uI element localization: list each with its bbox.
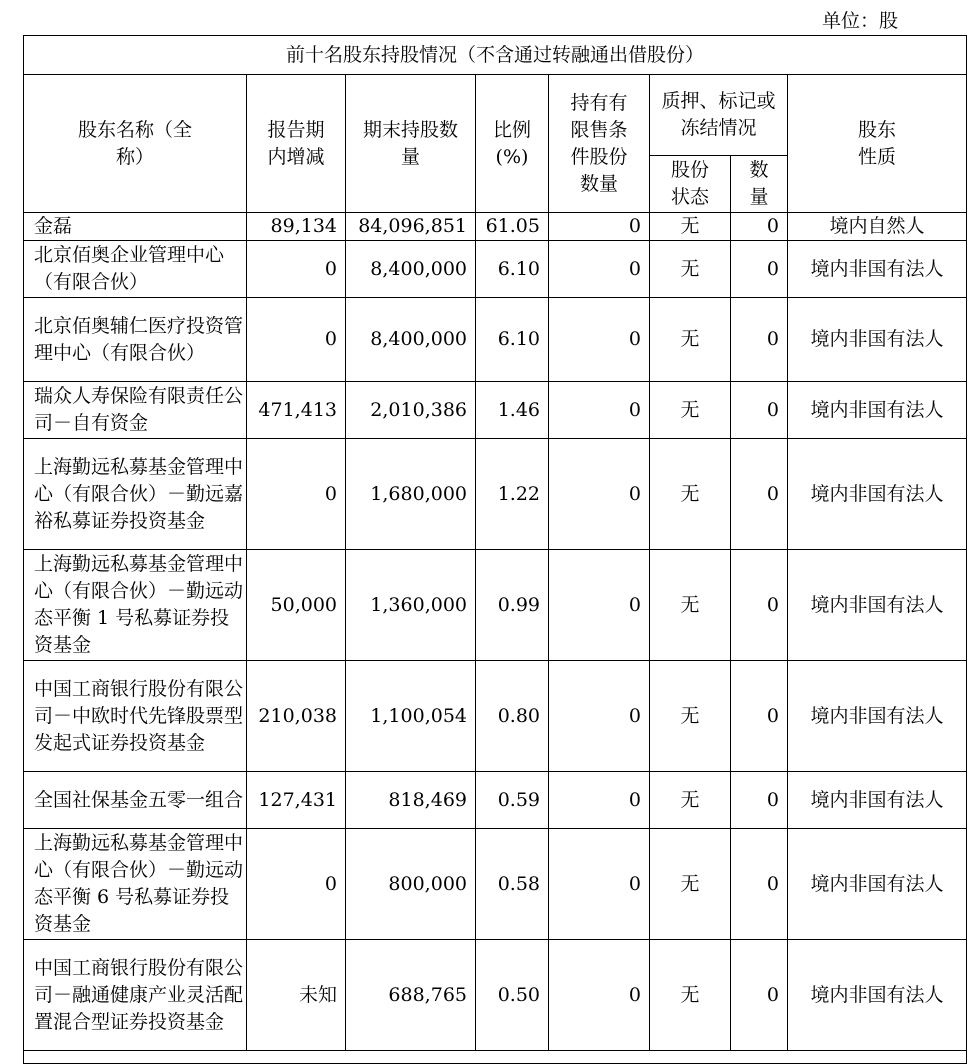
cell-nature: 境内非国有法人 bbox=[788, 940, 967, 1051]
cell-shares: 8,400,000 bbox=[346, 298, 476, 382]
cell-name: 上海勤远私募基金管理中心（有限合伙）－勤远嘉裕私募证券投资基金 bbox=[24, 439, 247, 550]
unit-label: 单位：股 bbox=[822, 10, 899, 32]
cell-ratio: 0.58 bbox=[476, 829, 549, 940]
cell-name: 中国工商银行股份有限公司－中欧时代先锋股票型发起式证券投资基金 bbox=[24, 661, 247, 772]
cell-shares: 1,100,054 bbox=[346, 661, 476, 772]
cell-change: 127,431 bbox=[247, 772, 346, 829]
cell-ratio: 1.22 bbox=[476, 439, 549, 550]
cell-change: 未知 bbox=[247, 940, 346, 1051]
cell-nature: 境内非国有法人 bbox=[788, 772, 967, 829]
cell-nature: 境内非国有法人 bbox=[788, 661, 967, 772]
cell-name: 瑞众人寿保险有限责任公司－自有资金 bbox=[24, 382, 247, 439]
cell-restricted: 0 bbox=[549, 298, 650, 382]
header-change: 报告期内增减 bbox=[247, 75, 346, 213]
cell-ratio: 0.99 bbox=[476, 550, 549, 661]
cell-restricted: 0 bbox=[549, 829, 650, 940]
header-nature: 股东性质 bbox=[788, 75, 967, 213]
header-name: 股东名称（全称） bbox=[24, 75, 247, 213]
table-row bbox=[24, 298, 967, 382]
cell-status: 无 bbox=[650, 298, 731, 382]
cell-qty: 0 bbox=[731, 772, 788, 829]
cell-qty: 0 bbox=[731, 661, 788, 772]
table-row bbox=[24, 550, 967, 661]
cell-change: 471,413 bbox=[247, 382, 346, 439]
cell-shares: 1,680,000 bbox=[346, 439, 476, 550]
cell-qty: 0 bbox=[731, 298, 788, 382]
header-shares: 期末持股数量 bbox=[346, 75, 476, 213]
cell-shares: 2,010,386 bbox=[346, 382, 476, 439]
cell-shares: 8,400,000 bbox=[346, 241, 476, 298]
cell-nature: 境内自然人 bbox=[788, 213, 967, 241]
cell-ratio: 0.80 bbox=[476, 661, 549, 772]
cell-status: 无 bbox=[650, 213, 731, 241]
cell-restricted: 0 bbox=[549, 439, 650, 550]
table-row bbox=[24, 940, 967, 1051]
cell-status: 无 bbox=[650, 772, 731, 829]
table-row bbox=[24, 382, 967, 439]
cell-restricted: 0 bbox=[549, 241, 650, 298]
cell-restricted: 0 bbox=[549, 772, 650, 829]
header-row-1 bbox=[24, 75, 967, 156]
header-ratio: 比例(%) bbox=[476, 75, 549, 213]
cell-shares: 688,765 bbox=[346, 940, 476, 1051]
cell-nature: 境内非国有法人 bbox=[788, 382, 967, 439]
cell-change: 50,000 bbox=[247, 550, 346, 661]
cell-restricted: 0 bbox=[549, 550, 650, 661]
cell-qty: 0 bbox=[731, 439, 788, 550]
cell-status: 无 bbox=[650, 550, 731, 661]
cell-restricted: 0 bbox=[549, 661, 650, 772]
cell-shares: 800,000 bbox=[346, 829, 476, 940]
cell-name: 北京佰奥辅仁医疗投资管理中心（有限合伙） bbox=[24, 298, 247, 382]
cell-name: 中国工商银行股份有限公司－融通健康产业灵活配置混合型证券投资基金 bbox=[24, 940, 247, 1051]
table-title: 前十名股东持股情况（不含通过转融通出借股份） bbox=[24, 36, 967, 75]
cell-status: 无 bbox=[650, 382, 731, 439]
cell-shares: 818,469 bbox=[346, 772, 476, 829]
cell-ratio: 6.10 bbox=[476, 298, 549, 382]
table-row bbox=[24, 439, 967, 550]
cell-qty: 0 bbox=[731, 940, 788, 1051]
cell-status: 无 bbox=[650, 829, 731, 940]
table-row bbox=[24, 661, 967, 772]
cell-nature: 境内非国有法人 bbox=[788, 241, 967, 298]
cell-nature: 境内非国有法人 bbox=[788, 550, 967, 661]
cell-qty: 0 bbox=[731, 829, 788, 940]
cell-status: 无 bbox=[650, 661, 731, 772]
cell-nature: 境内非国有法人 bbox=[788, 439, 967, 550]
cell-status: 无 bbox=[650, 940, 731, 1051]
cell-name: 上海勤远私募基金管理中心（有限合伙）－勤远动态平衡 1 号私募证券投资基金 bbox=[24, 550, 247, 661]
cell-status: 无 bbox=[650, 439, 731, 550]
header-pledge-group: 质押、标记或冻结情况 bbox=[650, 75, 788, 156]
table-row bbox=[24, 241, 967, 298]
cell-change: 89,134 bbox=[247, 213, 346, 241]
cell-ratio: 0.50 bbox=[476, 940, 549, 1051]
cell-qty: 0 bbox=[731, 213, 788, 241]
cell-shares: 84,096,851 bbox=[346, 213, 476, 241]
cell-status: 无 bbox=[650, 241, 731, 298]
cell-qty: 0 bbox=[731, 241, 788, 298]
table-row-partial bbox=[24, 1051, 967, 1064]
cell-restricted: 0 bbox=[549, 940, 650, 1051]
cell-ratio: 61.05 bbox=[476, 213, 549, 241]
title-row bbox=[24, 36, 967, 75]
cell-ratio: 0.59 bbox=[476, 772, 549, 829]
cell-change: 0 bbox=[247, 241, 346, 298]
cell-change: 0 bbox=[247, 829, 346, 940]
cell-restricted: 0 bbox=[549, 213, 650, 241]
partial-cell bbox=[24, 1051, 967, 1064]
table-row bbox=[24, 213, 967, 241]
cell-ratio: 1.46 bbox=[476, 382, 549, 439]
cell-restricted: 0 bbox=[549, 382, 650, 439]
cell-ratio: 6.10 bbox=[476, 241, 549, 298]
cell-nature: 境内非国有法人 bbox=[788, 829, 967, 940]
cell-name: 金磊 bbox=[24, 213, 247, 241]
cell-shares: 1,360,000 bbox=[346, 550, 476, 661]
cell-qty: 0 bbox=[731, 382, 788, 439]
cell-nature: 境内非国有法人 bbox=[788, 298, 967, 382]
cell-name: 北京佰奥企业管理中心（有限合伙） bbox=[24, 241, 247, 298]
table-row bbox=[24, 772, 967, 829]
cell-change: 0 bbox=[247, 439, 346, 550]
cell-name: 全国社保基金五零一组合 bbox=[24, 772, 247, 829]
table-row bbox=[24, 829, 967, 940]
cell-change: 210,038 bbox=[247, 661, 346, 772]
header-pledge-status: 股份状态 bbox=[650, 156, 731, 213]
header-pledge-qty: 数量 bbox=[731, 156, 788, 213]
header-restricted: 持有有限售条件股份数量 bbox=[549, 75, 650, 213]
cell-qty: 0 bbox=[731, 550, 788, 661]
cell-name: 上海勤远私募基金管理中心（有限合伙）－勤远动态平衡 6 号私募证券投资基金 bbox=[24, 829, 247, 940]
cell-change: 0 bbox=[247, 298, 346, 382]
top-ten-shareholders-table bbox=[23, 35, 967, 1064]
